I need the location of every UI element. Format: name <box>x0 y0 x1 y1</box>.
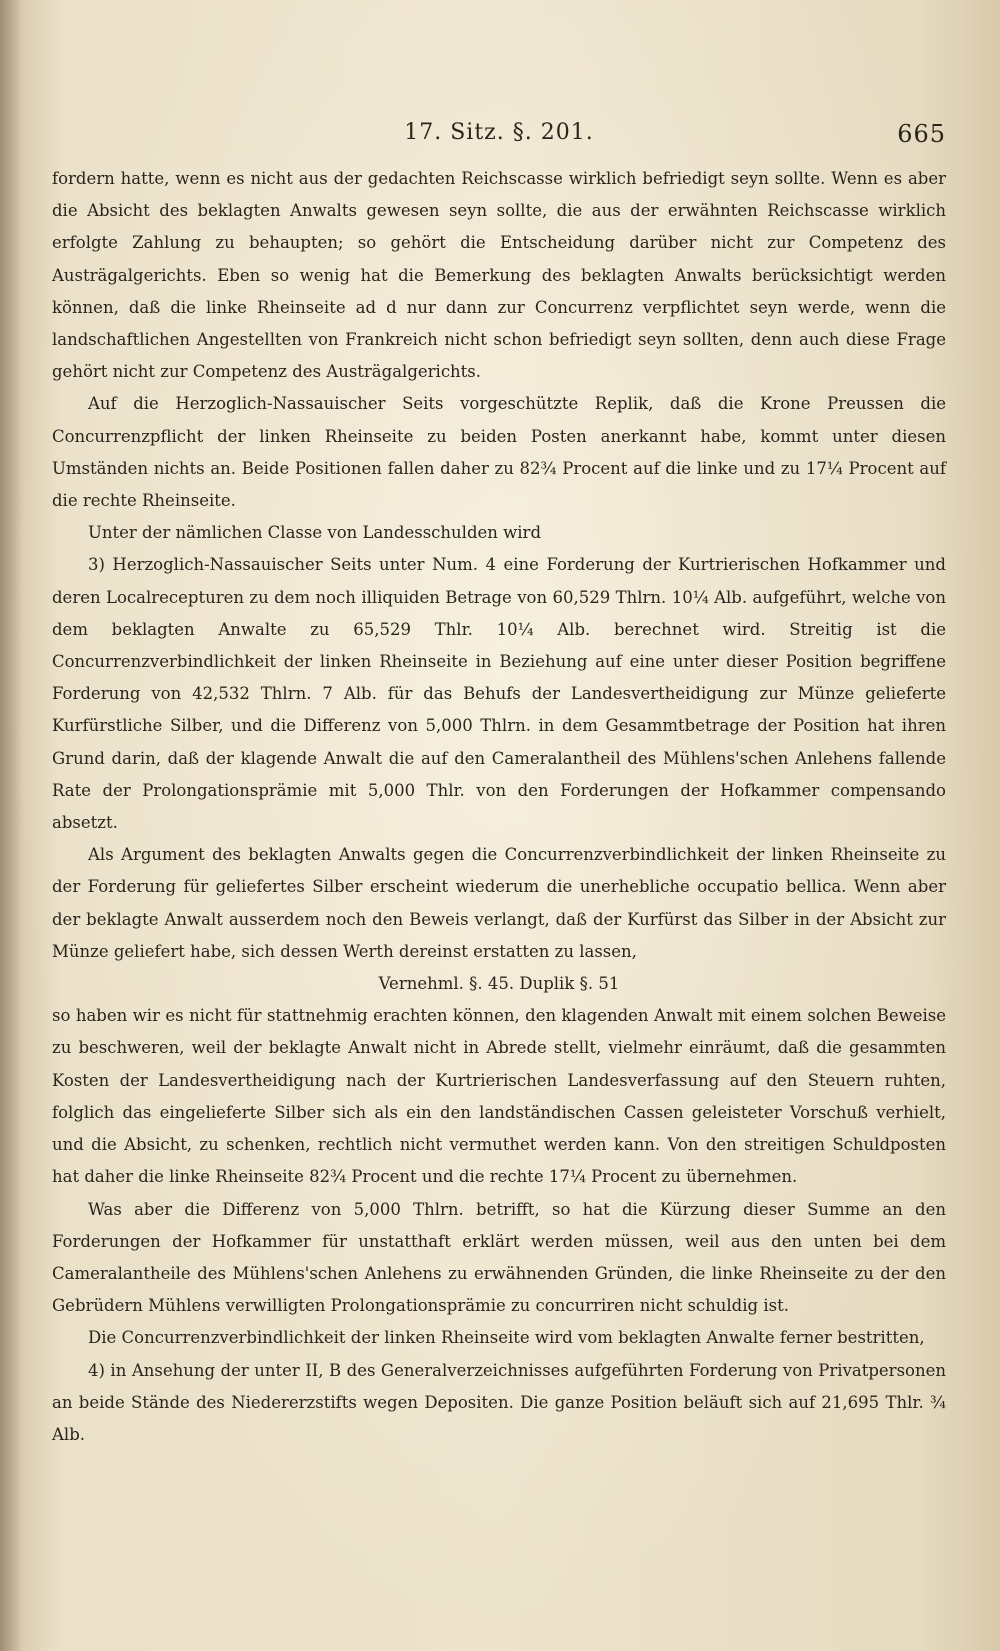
paragraph-argument: Als Argument des beklagten Anwalts gegen die Concurrenzverbindlichkeit der linken Rheinseite zu der Forderung für geliefertes Silber erscheint wiederum die unerhebliche occupatio bellica. Wenn aber der beklagte Anwalt ausserdem noch den Beweis verlangt, daß der Kurfürst das Silber in der Absicht zur Münze geliefert habe, sich dessen Werth dereinst erstatten zu lassen, <box>52 845 946 961</box>
running-head: 17. Sitz. §. 201. <box>404 120 594 145</box>
paragraph-item-3: 3) Herzoglich-Nassauischer Seits unter Num. 4 eine Forderung der Kurtrierischen Hofkammer und deren Localrecepturen zu dem noch illiquiden Betrage von 60,529 Thlrn. 10¼ Alb. aufgeführt, welche von dem beklagten Anwalte zu 65,529 Thlr. 10¼ Alb. berechnet wird. Streitig ist die Concurrenzverbindlichkeit der linken Rheinseite in Beziehung auf eine unter dieser Position begriffene Forderung von 42,532 Thlrn. 7 Alb. für das Behufs der Landesvertheidigung zur Münze gelieferte Kurfürstliche Silber, und die Differenz von 5,000 Thlrn. in dem Gesammtbetrage der Position hat ihren Grund darin, daß der klagende Anwalt die auf den Cameralantheil des Mühlens'schen Anlehens fallende Rate der Prolongationsprämie mit 5,000 Thlr. von den Forderungen der Hofkammer compensando absetzt. <box>52 555 946 833</box>
page-header <box>52 120 946 154</box>
body-text <box>52 163 946 1451</box>
paragraph-beweis: so haben wir es nicht für stattnehmig erachten können, den klagenden Anwalt mit einem solchen Beweise zu beschweren, weil der beklagte Anwalt nicht in Abrede stellt, vielmehr einräumt, daß die gesammten Kosten der Landesvertheidigung nach der Kurtrierischen Landesverfassung auf den Steuern ruhten, folglich das eingelieferte Silber sich als ein den landständischen Cassen geleisteter Vorschuß verhielt, und die Absicht, zu schenken, rechtlich nicht vermuthet werden kann. Von den streitigen Schuldposten hat daher die linke Rheinseite 82¾ Procent und die rechte 17¼ Procent zu übernehmen. <box>52 1006 946 1187</box>
paragraph-replik: Auf die Herzoglich-Nassauischer Seits vorgeschützte Replik, daß die Krone Preussen die Concurrenzpflicht der linken Rheinseite zu beiden Posten anerkannt habe, kommt unter diesen Umständen nichts an. Beide Positionen fallen daher zu 82¾ Procent auf die linke und zu 17¼ Procent auf die rechte Rheinseite. <box>52 394 946 511</box>
paragraph-differenz: Was aber die Differenz von 5,000 Thlrn. betrifft, so hat die Kürzung dieser Summe an den Forderungen der Hofkammer für unstatthaft erklärt werden müssen, weil aus den unten bei dem Cameralantheile des Mühlens'schen Anlehens zu erwähnenden Gründen, die linke Rheinseite zu der den Gebrüdern Mühlens verwilligten Prolongationsprämie zu concurriren nicht schuldig ist. <box>52 1199 946 1316</box>
binding-shadow <box>0 0 22 1651</box>
paragraph-item-4: 4) in Ansehung der unter II, B des Generalverzeichnisses aufgeführten Forderung von Privatpersonen an beide Stände des Niedererzstifts wegen Depositen. Die ganze Position beläuft sich auf 21,695 Thlr. ¾ Alb. <box>52 1360 946 1444</box>
paragraph-bestritten: Die Concurrenzverbindlichkeit der linken Rheinseite wird vom beklagten Anwalte ferner bestritten, <box>88 1328 925 1348</box>
paragraph-continuation: fordern hatte, wenn es nicht aus der gedachten Reichscasse wirklich befriedigt seyn sollte. Wenn es aber die Absicht des beklagten Anwalts gewesen seyn sollte, die aus der erwähnten Reichscasse wirklich erfolgte Zahlung zu behaupten; so gehört die Entscheidung darüber nicht zur Competenz des Austrägalgerichts. Eben so wenig hat die Bemerkung des beklagten Anwalts berücksichtigt werden können, daß die linke Rheinseite ad d nur dann zur Concurrenz verpflichtet seyn werde, wenn die landschaftlichen Angestellten von Frankreich nicht schon befriedigt seyn sollten, denn auch diese Frage gehört nicht zur Competenz des Austrägalgerichts. <box>52 169 946 382</box>
reference-line: Vernehml. §. 45. Duplik §. 51 <box>378 974 620 994</box>
page-number: 665 <box>897 120 946 148</box>
paragraph-classe: Unter der nämlichen Classe von Landesschulden wird <box>88 523 542 543</box>
